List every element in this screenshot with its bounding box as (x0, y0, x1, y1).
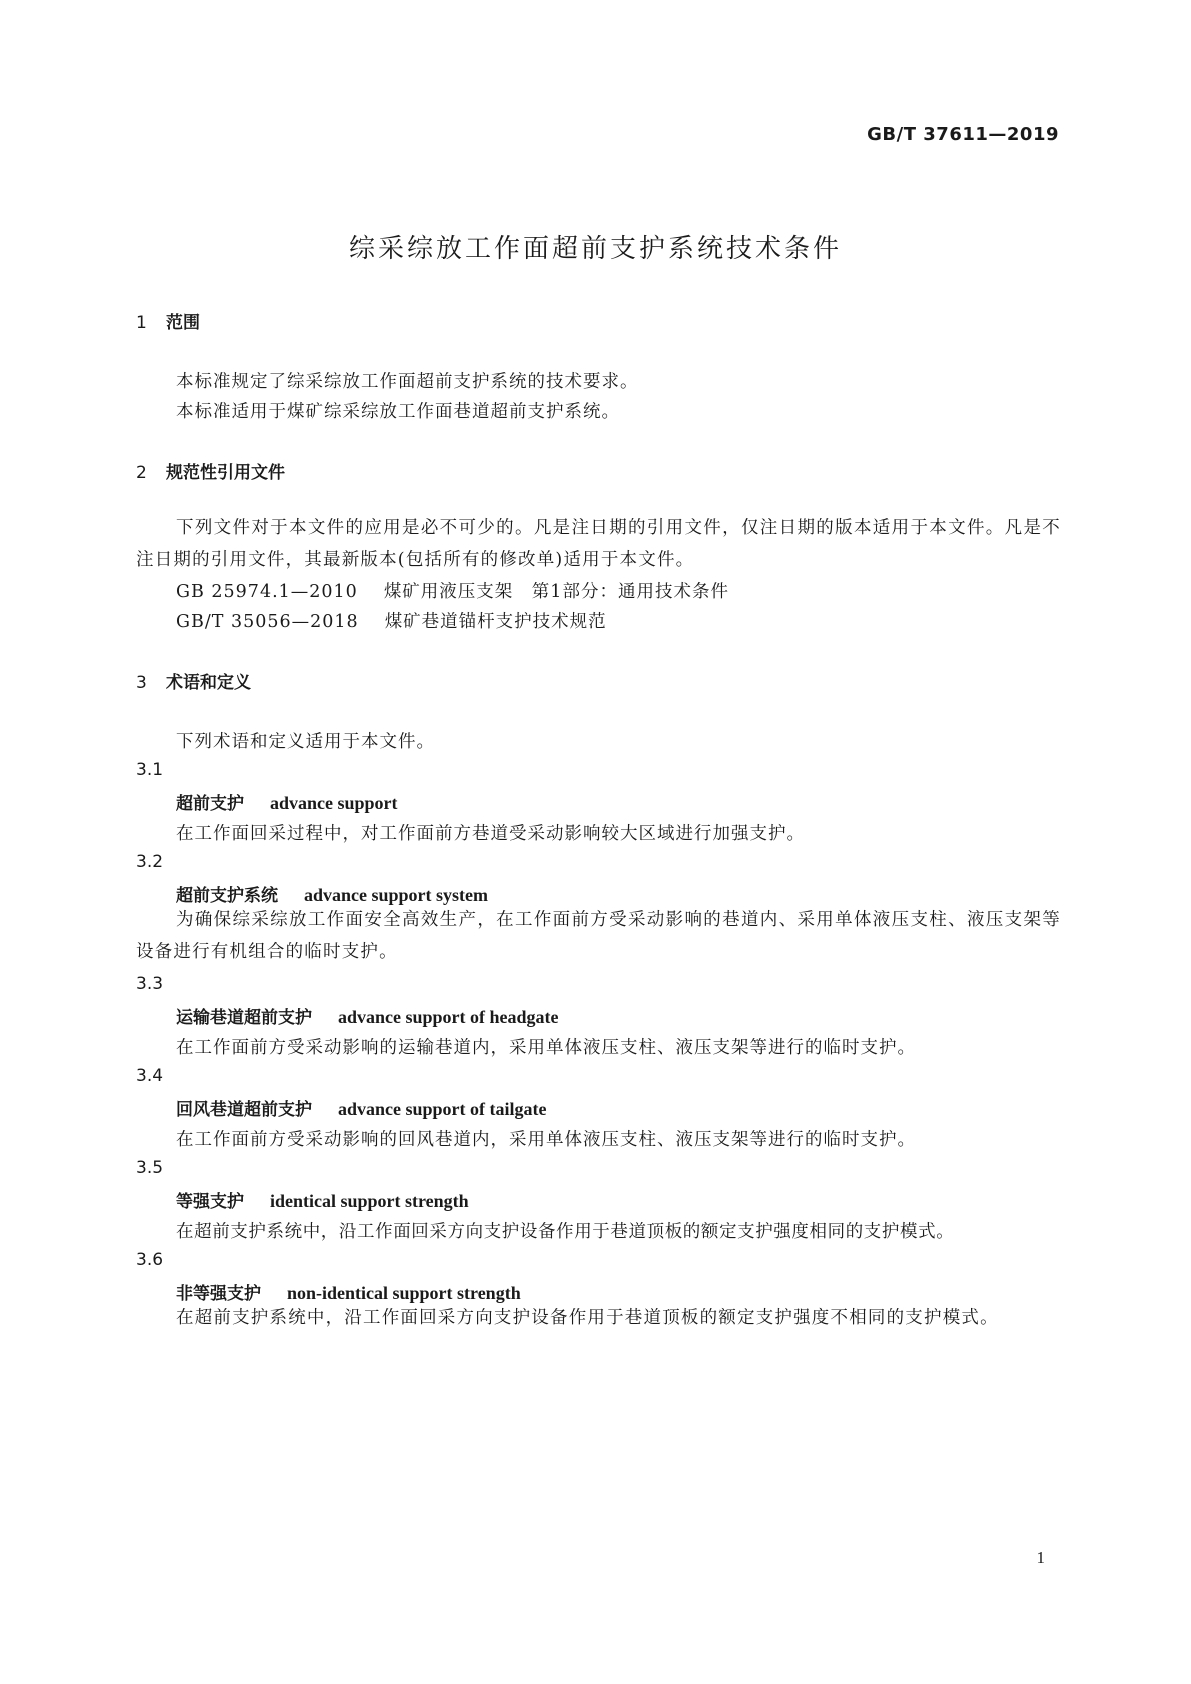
term-number: 3.2 (136, 852, 164, 872)
term-definition: 在工作面前方受采动影响的运输巷道内，采用单体液压支柱、液压支架等进行的临时支护。 (176, 1038, 916, 1058)
term-title (176, 1003, 559, 1028)
term-title (176, 789, 398, 814)
section-title: 范围 (166, 313, 200, 333)
term-en: advance support of headgate (338, 1007, 559, 1027)
reference-code: GB/T 35056—2018 (176, 612, 359, 632)
term-title (176, 1279, 521, 1304)
section-number: 3 (136, 673, 147, 693)
term-cn: 运输巷道超前支护 (176, 1008, 312, 1028)
section-number: 1 (136, 313, 147, 333)
term-title (176, 881, 488, 906)
term-cn: 非等强支护 (176, 1284, 261, 1304)
term-title (176, 1187, 469, 1212)
standard-code: GB/T 37611—2019 (867, 124, 1059, 145)
term-number: 3.5 (136, 1158, 164, 1178)
scope-paragraph: 本标准规定了综采综放工作面超前支护系统的技术要求。 (176, 372, 639, 392)
section-title: 术语和定义 (166, 673, 251, 693)
section-3-heading (136, 668, 251, 693)
term-title (176, 1095, 547, 1120)
reference-title: 煤矿巷道锚杆支护技术规范 (384, 612, 607, 632)
term-cn: 等强支护 (176, 1192, 244, 1212)
terms-intro: 下列术语和定义适用于本文件。 (176, 732, 435, 752)
term-definition: 在超前支护系统中，沿工作面回采方向支护设备作用于巷道顶板的额定支护强度相同的支护模式。 (176, 1222, 955, 1242)
references-intro: 下列文件对于本文件的应用是必不可少的。凡是注日期的引用文件，仅注日期的版本适用于本文件。凡是不注日期的引用文件，其最新版本(包括所有的修改单)适用于本文件。 (136, 518, 1061, 570)
section-number: 2 (136, 463, 147, 483)
term-number: 3.3 (136, 974, 164, 994)
term-number: 3.4 (136, 1066, 164, 1086)
term-definition: 在工作面回采过程中，对工作面前方巷道受采动影响较大区域进行加强支护。 (176, 824, 805, 844)
term-en: advance support of tailgate (338, 1099, 547, 1119)
term-number: 3.6 (136, 1250, 164, 1270)
term-en: non-identical support strength (287, 1283, 521, 1303)
reference-title: 煤矿用液压支架 第1部分：通用技术条件 (383, 582, 729, 602)
term-definition: 在超前支护系统中，沿工作面回采方向支护设备作用于巷道顶板的额定支护强度不相同的支护模式。 (176, 1308, 999, 1328)
term-cn: 超前支护系统 (176, 886, 278, 906)
term-en: advance support (270, 793, 398, 813)
page-number: 1 (1036, 1548, 1045, 1567)
term-cn: 超前支护 (176, 794, 244, 814)
term-number: 3.1 (136, 760, 164, 780)
document-title: 综采综放工作面超前支护系统技术条件 (348, 234, 842, 264)
term-definition: 为确保综采综放工作面安全高效生产，在工作面前方受采动影响的巷道内、采用单体液压支柱、液压支架等设备进行有机组合的临时支护。 (136, 910, 1061, 962)
section-2-heading (136, 458, 285, 483)
reference-item (176, 608, 607, 633)
section-title: 规范性引用文件 (166, 463, 285, 483)
scope-paragraph: 本标准适用于煤矿综采综放工作面巷道超前支护系统。 (176, 402, 620, 422)
section-1-heading (136, 308, 200, 333)
term-en: advance support system (304, 885, 489, 905)
reference-item (176, 578, 729, 603)
reference-code: GB 25974.1—2010 (176, 582, 358, 602)
term-cn: 回风巷道超前支护 (176, 1100, 312, 1120)
term-en: identical support strength (270, 1191, 469, 1211)
term-definition: 在工作面前方受采动影响的回风巷道内，采用单体液压支柱、液压支架等进行的临时支护。 (176, 1130, 916, 1150)
